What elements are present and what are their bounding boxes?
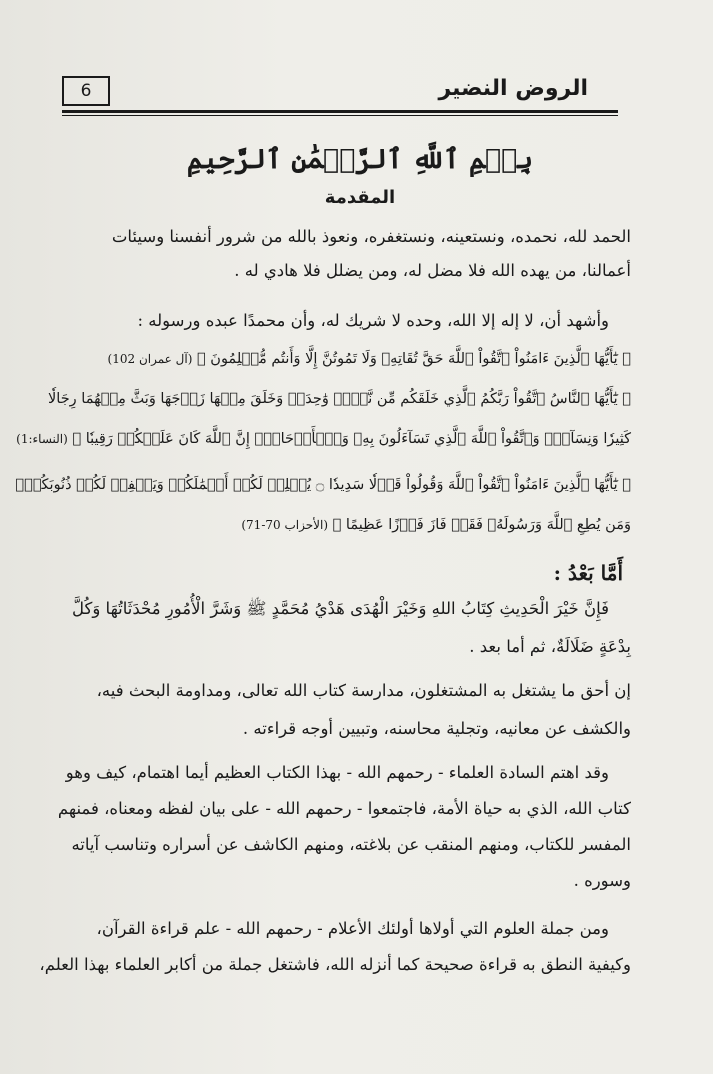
quran-verse: ﴿ يَٰٓأَيُّهَا ٱلنَّاسُ ٱتَّقُواْ رَبَّكُمُ ٱلَّذِي خَلَقَكُم مِّن نَّفۡسٖ وَٰحِدَةٖ وَخَلَقَ مِنۡهَا زَوۡجَهَا وَبَثَّ مِنۡهُمَا رِجَالٗا xyxy=(48,391,631,407)
paragraph-line: والكشف عن معانيه، وتجلية محاسنه، وتبيين أوجه قراءته . xyxy=(242,719,631,738)
page-header xyxy=(62,70,618,110)
verse-text: كَثِيرٗا وَنِسَآءٗۚ وَٱتَّقُواْ ٱللَّهَ ٱلَّذِي تَسَآءَلُونَ بِهِۦ وَٱلۡأَرۡحَامَۚ إِنَّ ٱللَّهَ كَانَ عَلَيۡكُمۡ رَقِيبٗا ﴾ xyxy=(72,431,631,447)
paragraph-line: وأشهد أن، لا إله إلا الله، وحده لا شريك له، وأن محمدًا عبده ورسوله : xyxy=(137,311,609,330)
paragraph-line: إن أحق ما يشتغل به المشتغلون، مدارسة كتاب الله تعالى، ومداومة البحث فيه، xyxy=(96,681,631,700)
verse-reference: (النساء:1) xyxy=(16,432,68,446)
paragraph-line: أعمالنا، من يهده الله فلا مضل له، ومن يضلل فلا هادي له . xyxy=(234,261,631,280)
paragraph-line: وقد اهتم السادة العلماء - رحمهم الله - بهذا الكتاب العظيم أيما اهتمام، كيف وهو xyxy=(65,763,609,782)
header-rule-thin xyxy=(62,115,618,116)
verse-text: ﴿ يَٰٓأَيُّهَا ٱلَّذِينَ ءَامَنُواْ ٱتَّقُواْ ٱللَّهَ حَقَّ تُقَاتِهِۦ وَلَا تَمُوتُنَّ إِلَّا وَأَنتُم مُّسۡلِمُونَ ﴾ xyxy=(196,351,631,367)
page-number: 6 xyxy=(62,76,110,106)
section-title: المقدمة xyxy=(324,187,396,208)
quran-verse xyxy=(73,346,631,372)
paragraph-line: بِدْعَةٍ ضَلَالَةٌ، ثم أما بعد . xyxy=(469,637,631,656)
paragraph-line: وكيفية النطق به قراءة صحيحة كما أنزله الله، فاشتغل جملة من أكابر العلماء بهذا العلم، xyxy=(39,955,631,974)
book-title: الروض النضير xyxy=(438,76,588,101)
paragraph-line: كتاب الله، الذي به حياة الأمة، فاجتمعوا - رحمهم الله - على بيان لفظه ومعناه، فمنهم xyxy=(57,799,631,818)
paragraph-line: فَإِنَّ خَيْرَ الْحَدِيثِ كِتَابُ اللهِ وَخَيْرَ الْهُدَى هَدْيُ مُحَمَّدٍ ﷺ وَشَرَّ الْأُمُورِ مُحْدَثَاتُهَا وَكُلَّ xyxy=(71,599,609,618)
paragraph-line: وسوره . xyxy=(573,871,631,890)
verse-text: وَمَن يُطِعِ ٱللَّهَ وَرَسُولَهُۥ فَقَدۡ فَازَ فَوۡزًا عَظِيمًا ﴾ xyxy=(332,517,631,533)
quran-verse xyxy=(16,426,631,452)
quran-verse: ﴿ يَٰٓأَيُّهَا ٱلَّذِينَ ءَامَنُواْ ٱتَّقُواْ ٱللَّهَ وَقُولُواْ قَوۡلٗا سَدِيدٗا ۝ يُصۡلِحۡ لَكُمۡ أَعۡمَٰلَكُمۡ وَيَغۡفِرۡ لَكُمۡ ذُنُوبَكُمۡۗ xyxy=(15,477,631,493)
paragraph-line: ومن جملة العلوم التي أولاها أولئك الأعلام - رحمهم الله - علم قراءة القرآن، xyxy=(96,919,609,938)
header-rule xyxy=(62,110,618,113)
paragraph-line: المفسر للكتاب، ومنهم المنقب عن بلاغته، ومنهم الكاشف عن أسراره وتناسب آياته xyxy=(71,835,631,854)
quran-verse xyxy=(73,512,631,538)
amma-baad-heading: أَمَّا بَعْدُ : xyxy=(553,561,623,585)
paragraph-line: الحمد لله، نحمده، ونستعينه، ونستغفره، ونعوذ بالله من شرور أنفسنا وسيئات xyxy=(111,227,631,246)
basmala: بِسۡمِ ٱللَّهِ ٱلرَّحۡمَٰنِ ٱلرَّحِيمِ xyxy=(186,144,534,175)
verse-reference: (آل عمران 102) xyxy=(107,352,193,366)
verse-reference: (الأحزاب 70-71) xyxy=(241,518,329,532)
